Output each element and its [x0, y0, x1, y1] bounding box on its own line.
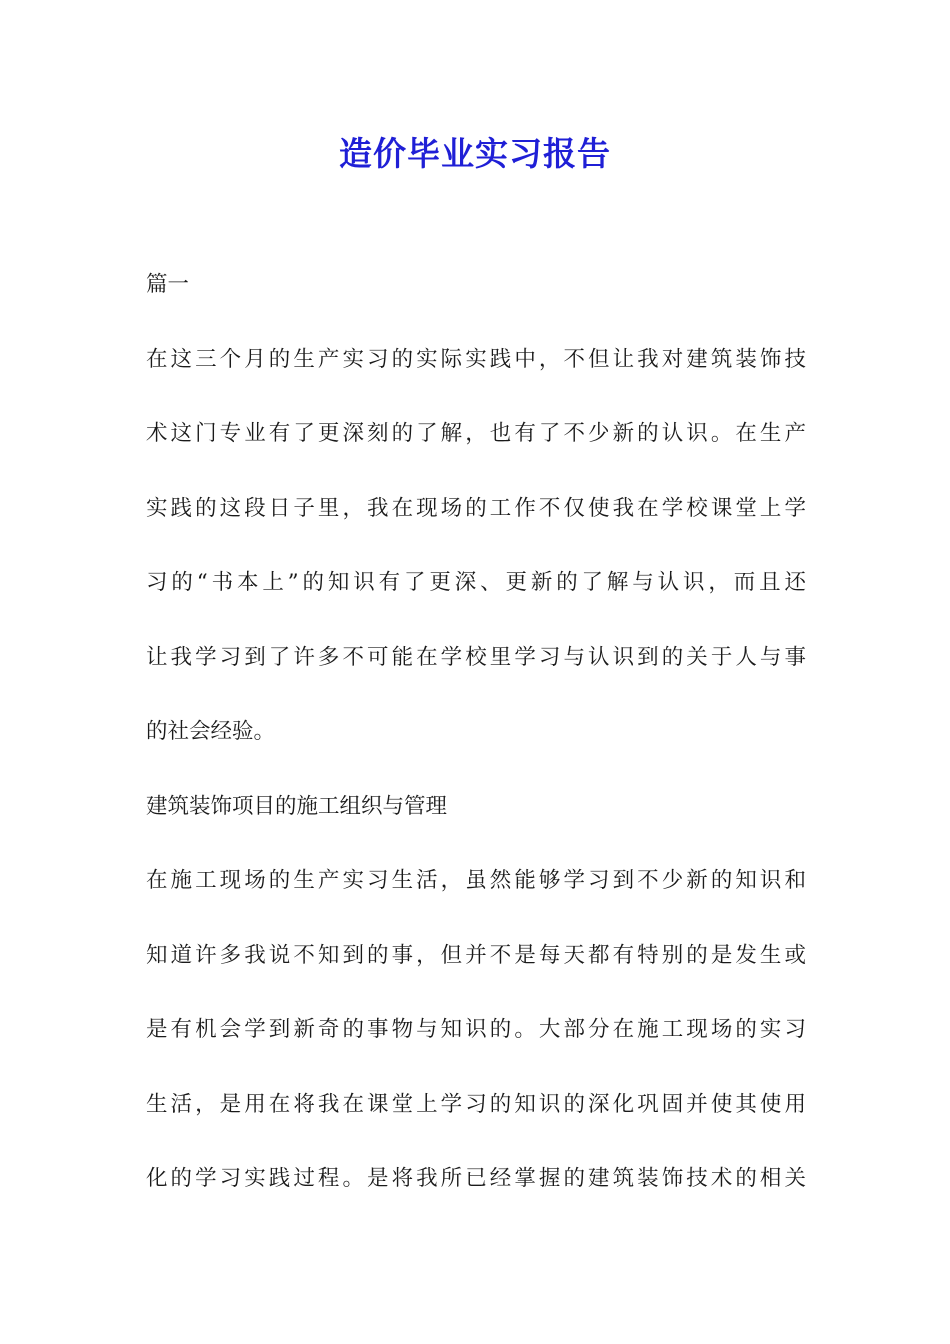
- section-heading: 篇一: [146, 272, 190, 297]
- paragraph-line: 的社会经验。: [146, 719, 276, 744]
- paragraph-line: 让我学习到了许多不可能在学校里学习与认识到的关于人与事: [146, 644, 806, 670]
- paragraph-line: 术这门专业有了更深刻的了解，也有了不少新的认识。在生产: [146, 421, 806, 446]
- paragraph-line: 在这三个月的生产实习的实际实践中，不但让我对建筑装饰技: [146, 346, 806, 372]
- document-body: [146, 266, 806, 1235]
- paragraph-line: 在施工现场的生产实习生活，虽然能够学习到不少新的知识和: [146, 868, 806, 893]
- paragraph-line: 生活，是用在将我在课堂上学习的知识的深化巩固并使其使用: [146, 1091, 806, 1117]
- document-title: 造价毕业实习报告: [339, 134, 611, 173]
- paragraph-line: 习的“书本上”的知识有了更深、更新的了解与认识，而且还: [146, 570, 806, 595]
- paragraph-line: 化的学习实践过程。是将我所已经掌握的建筑装饰技术的相关: [146, 1166, 806, 1191]
- subsection-heading: 建筑装饰项目的施工组织与管理: [146, 793, 448, 819]
- paragraph-line: 实践的这段日子里，我在现场的工作不仅使我在学校课堂上学: [146, 495, 806, 521]
- paragraph-line: 是有机会学到新奇的事物与知识的。大部分在施工现场的实习: [146, 1017, 806, 1042]
- paragraph-line: 知道许多我说不知到的事，但并不是每天都有特别的是发生或: [146, 942, 806, 968]
